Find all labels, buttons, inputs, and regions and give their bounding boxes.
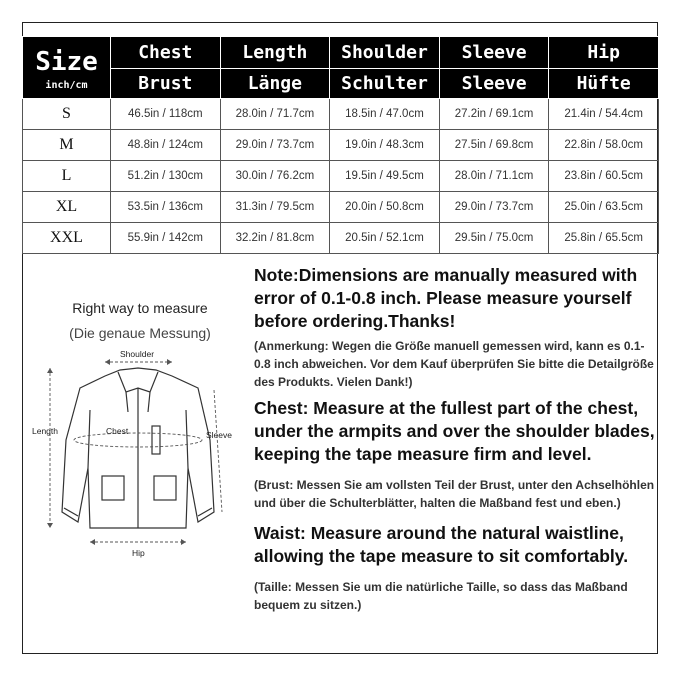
pocket-right <box>154 476 176 500</box>
value-cell: 28.0in / 71.7cm <box>220 99 330 130</box>
value-cell: 55.9in / 142cm <box>111 223 221 254</box>
chest-instruction-german: (Brust: Messen Sie am vollsten Teil der Brust, unter den Achselhöhlen und über die Schulterblätter, halten die Maßband fest und eben.) <box>254 478 655 510</box>
pocket-left <box>102 476 124 500</box>
jacket-measurement-diagram <box>30 350 245 568</box>
note-english: Note:Dimensions are manually measured with error of 0.1-0.8 inch. Please measure yourself before ordering.Thanks! <box>254 265 638 331</box>
col-header-hip: Hip <box>549 37 659 69</box>
chest-pocket <box>152 426 160 454</box>
measure-title-german: (Die genaue Messung) <box>69 325 211 341</box>
value-cell: 19.0in / 48.3cm <box>330 130 440 161</box>
label-hip: Hip <box>132 548 145 558</box>
col-header-brust: Brust <box>111 69 221 99</box>
value-cell: 19.5in / 49.5cm <box>330 161 440 192</box>
jacket-illustration <box>30 350 245 568</box>
waist-instruction-german: (Taille: Messen Sie um die natürliche Taille, so dass das Maßband bequem zu sitzen.) <box>254 580 628 612</box>
col-header-length: Length <box>220 37 330 69</box>
value-cell: 25.0in / 63.5cm <box>549 192 659 223</box>
value-cell: 46.5in / 118cm <box>111 99 221 130</box>
size-cell: XXL <box>23 223 111 254</box>
size-chart-table <box>22 36 659 254</box>
size-cell: L <box>23 161 111 192</box>
value-cell: 20.5in / 52.1cm <box>330 223 440 254</box>
table-row <box>23 192 659 223</box>
size-header: Size <box>35 47 98 77</box>
header-row-english <box>23 37 659 69</box>
unit-label: inch/cm <box>45 80 88 91</box>
waist-instruction: Waist: Measure around the natural waistline, allowing the tape measure to sit comfortably. <box>254 523 629 566</box>
value-cell: 29.0in / 73.7cm <box>439 192 549 223</box>
col-header-chest: Chest <box>111 37 221 69</box>
value-cell: 21.4in / 54.4cm <box>549 99 659 130</box>
value-cell: 23.8in / 60.5cm <box>549 161 659 192</box>
value-cell: 29.5in / 75.0cm <box>439 223 549 254</box>
label-chest: Chest <box>106 426 129 436</box>
col-header-sleeve-de: Sleeve <box>439 69 549 99</box>
value-cell: 22.8in / 58.0cm <box>549 130 659 161</box>
label-length: Length <box>32 426 58 436</box>
measure-title: Right way to measure <box>72 300 208 316</box>
label-sleeve: Sleeve <box>206 430 232 440</box>
label-shoulder: Shoulder <box>120 350 155 359</box>
value-cell: 27.2in / 69.1cm <box>439 99 549 130</box>
table-row <box>23 130 659 161</box>
value-cell: 53.5in / 136cm <box>111 192 221 223</box>
col-header-sleeve: Sleeve <box>439 37 549 69</box>
col-header-huefte: Hüfte <box>549 69 659 99</box>
table-row <box>23 99 659 130</box>
value-cell: 25.8in / 65.5cm <box>549 223 659 254</box>
value-cell: 48.8in / 124cm <box>111 130 221 161</box>
value-cell: 27.5in / 69.8cm <box>439 130 549 161</box>
table-row <box>23 161 659 192</box>
value-cell: 30.0in / 76.2cm <box>220 161 330 192</box>
table-row <box>23 223 659 254</box>
size-cell: S <box>23 99 111 130</box>
value-cell: 29.0in / 73.7cm <box>220 130 330 161</box>
size-header-cell <box>23 37 111 99</box>
size-cell: M <box>23 130 111 161</box>
value-cell: 51.2in / 130cm <box>111 161 221 192</box>
value-cell: 20.0in / 50.8cm <box>330 192 440 223</box>
col-header-shoulder: Shoulder <box>330 37 440 69</box>
measurement-notes <box>254 264 658 614</box>
value-cell: 28.0in / 71.1cm <box>439 161 549 192</box>
note-german: (Anmerkung: Wegen die Größe manuell gemessen wird, kann es 0.1-0.8 inch abweichen. Vor dem Kauf überprüfen Sie bitte die Detailgröße des Produkts. Vielen Dank!) <box>254 339 654 389</box>
value-cell: 18.5in / 47.0cm <box>330 99 440 130</box>
value-cell: 31.3in / 79.5cm <box>220 192 330 223</box>
size-cell: XL <box>23 192 111 223</box>
col-header-laenge: Länge <box>220 69 330 99</box>
chest-instruction: Chest: Measure at the fullest part of the chest, under the armpits and over the shoulder blades, keeping the tape measure firm and level. <box>254 398 655 464</box>
sleeve-measure-line <box>214 390 222 512</box>
header-row-german <box>23 69 659 99</box>
value-cell: 32.2in / 81.8cm <box>220 223 330 254</box>
col-header-schulter: Schulter <box>330 69 440 99</box>
